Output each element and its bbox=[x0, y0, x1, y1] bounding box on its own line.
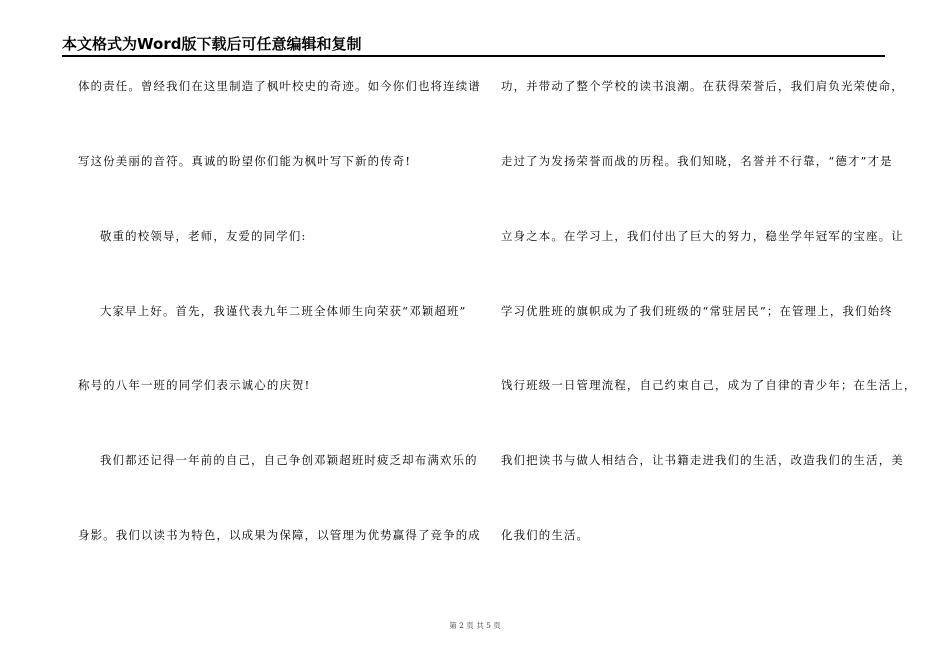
paragraph-line: 身影。我们以读书为特色，以成果为保障，以管理为优势赢得了竞争的成 bbox=[78, 528, 481, 542]
paragraph-line: 学习优胜班的旗帜成为了我们班级的“常驻居民”；在管理上，我们始终 bbox=[501, 304, 893, 318]
paragraph-line: 立身之本。在学习上，我们付出了巨大的努力，稳坐学年冠军的宝座。让 bbox=[501, 229, 904, 243]
paragraph-line: 走过了为发扬荣誉而战的历程。我们知晓，名誉并不行靠，“德才”才是 bbox=[501, 154, 893, 168]
page-number-footer: 第 2 页 共 5 页 bbox=[449, 621, 501, 630]
paragraph-line: 写这份美丽的音符。真诚的盼望你们能为枫叶写下新的传奇! bbox=[78, 154, 412, 168]
paragraph-line: 称号的八年一班的同学们表示诚心的庆贺! bbox=[78, 378, 311, 392]
paragraph-line: 我们把读书与做人相结合，让书籍走进我们的生活，改造我们的生活，美 bbox=[501, 453, 904, 467]
paragraph-line: 功，并带动了整个学校的读书浪潮。在获得荣誉后，我们肩负光荣使命， bbox=[501, 79, 904, 93]
paragraph-line: 饯行班级一日管理流程，自己约束自己，成为了自律的青少年；在生活上， bbox=[501, 378, 917, 392]
paragraph-line: 敬重的校领导，老师，友爱的同学们: bbox=[100, 229, 307, 243]
header-divider bbox=[62, 55, 885, 57]
paragraph-line: 大家早上好。首先，我谨代表九年二班全体师生向荣获“邓颖超班” bbox=[100, 304, 467, 318]
paragraph-line: 化我们的生活。 bbox=[501, 528, 590, 542]
paragraph-line: 体的责任。曾经我们在这里制造了枫叶校史的奇迹。如今你们也将连续谱 bbox=[78, 79, 481, 93]
paragraph-line: 我们都还记得一年前的自己，自己争创邓颖超班时疲乏却布满欢乐的 bbox=[100, 453, 478, 467]
document-header-title: 本文格式为Word版下载后可任意编辑和复制 bbox=[62, 35, 362, 53]
